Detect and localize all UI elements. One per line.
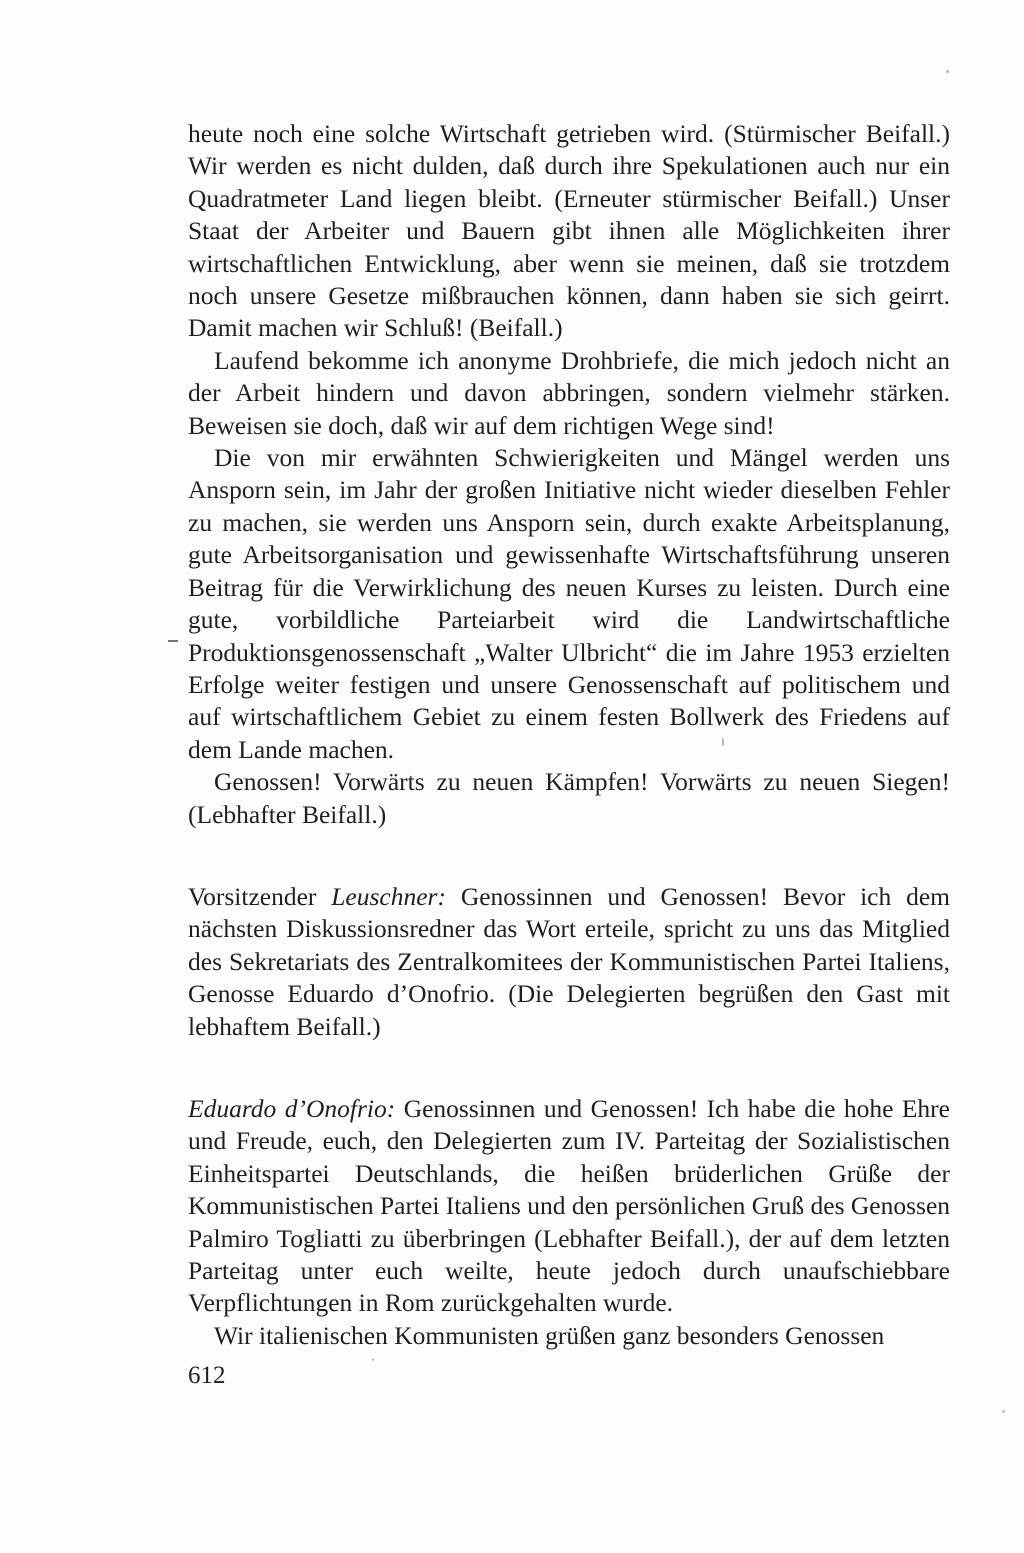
body-text (188, 118, 950, 1352)
paragraph: heute noch eine solche Wirtschaft getrieben wird. (Stürmischer Beifall.) Wir werden es nicht dulden, daß durch ihre Spekulationen auch nur ein Quadratmeter Land liegen bleibt. (Erneuter stürmischer Beifall.) Unser Staat der Arbeiter und Bauern gibt ihnen alle Möglichkeiten ihrer wirtschaftlichen Entwicklung, aber wenn sie meinen, daß sie trotzdem noch unsere Gesetze mißbrauchen können, dann haben sie sich geirrt. Damit machen wir Schluß! (Beifall.) (188, 119, 950, 343)
chair-name: Leuschner: (331, 881, 446, 911)
paragraph: Wir italienischen Kommunisten grüßen ganz besonders Genossen (214, 1320, 885, 1350)
paragraph: Laufend bekomme ich anonyme Drohbriefe, die mich jedoch nicht an der Arbeit hindern und davon abbringen, sondern vielmehr stärken. Beweisen sie doch, daß wir auf dem richtigen Wege sind! (188, 345, 950, 440)
paragraph: Genossen! Vorwärts zu neuen Kämpfen! Vorwärts zu neuen Siegen! (Lebhafter Beifall.) (188, 767, 950, 829)
paragraph: Die von mir erwähnten Schwierigkeiten und Mängel werden uns Ansporn sein, im Jahr der großen Initiative nicht wieder dieselben Fehler zu machen, sie werden uns Ansporn sein, durch exakte Arbeitsplanung, gute Arbeitsorganisation und gewissenhafte Wirtschaftsführung unseren Beitrag für die Verwirklichung des neuen Kurses zu leisten. Durch eine gute, vorbildliche Parteiarbeit wird die Landwirtschaftliche Produktionsgenossenschaft „Walter Ulbricht“ die im Jahre 1953 erzielten Erfolge weiter festigen und unsere Genossenschaft auf politischem und auf wirtschaftlichem Gebiet zu einem festen Bollwerk des Friedens auf dem Lande machen. (188, 443, 950, 764)
chair-prefix: Vorsitzender (188, 881, 332, 911)
page-number: 612 (188, 1362, 226, 1389)
speaker-name: Eduardo d’Onofrio: (188, 1093, 396, 1123)
speech-opening (188, 1093, 950, 1320)
margin-mark (168, 640, 178, 642)
chair-remark (188, 881, 950, 1043)
chair-text: Genossinnen und Genossen! Bevor ich dem nächsten Diskussionsredner das Wort erteile, spricht zu uns das Mitglied des Sekretariats des Zentralkomitees der Kommunistischen Partei Italiens, Genosse Eduardo d’Onofrio. (Die Delegierten begrüßen den Gast mit lebhaftem Beifall.) (188, 881, 950, 1041)
paper-speck (1002, 1410, 1005, 1413)
speech-text: Genossinnen und Genossen! Ich habe die hohe Ehre und Freude, euch, den Delegierten zum IV. Parteitag der Sozialistischen Einheitspartei Deutschlands, die heißen brüderlichen Grüße der Kommunistischen Partei Italiens und den persönlichen Gruß des Genossen Palmiro Togliatti zu überbringen (Lebhafter Beifall.), der auf dem letzten Parteitag unter euch weilte, heute jedoch durch unaufschiebbare Verpflichtungen in Rom zurückgehalten wurde. (188, 1093, 951, 1318)
paper-speck (372, 1358, 374, 1361)
paper-speck (946, 70, 949, 73)
